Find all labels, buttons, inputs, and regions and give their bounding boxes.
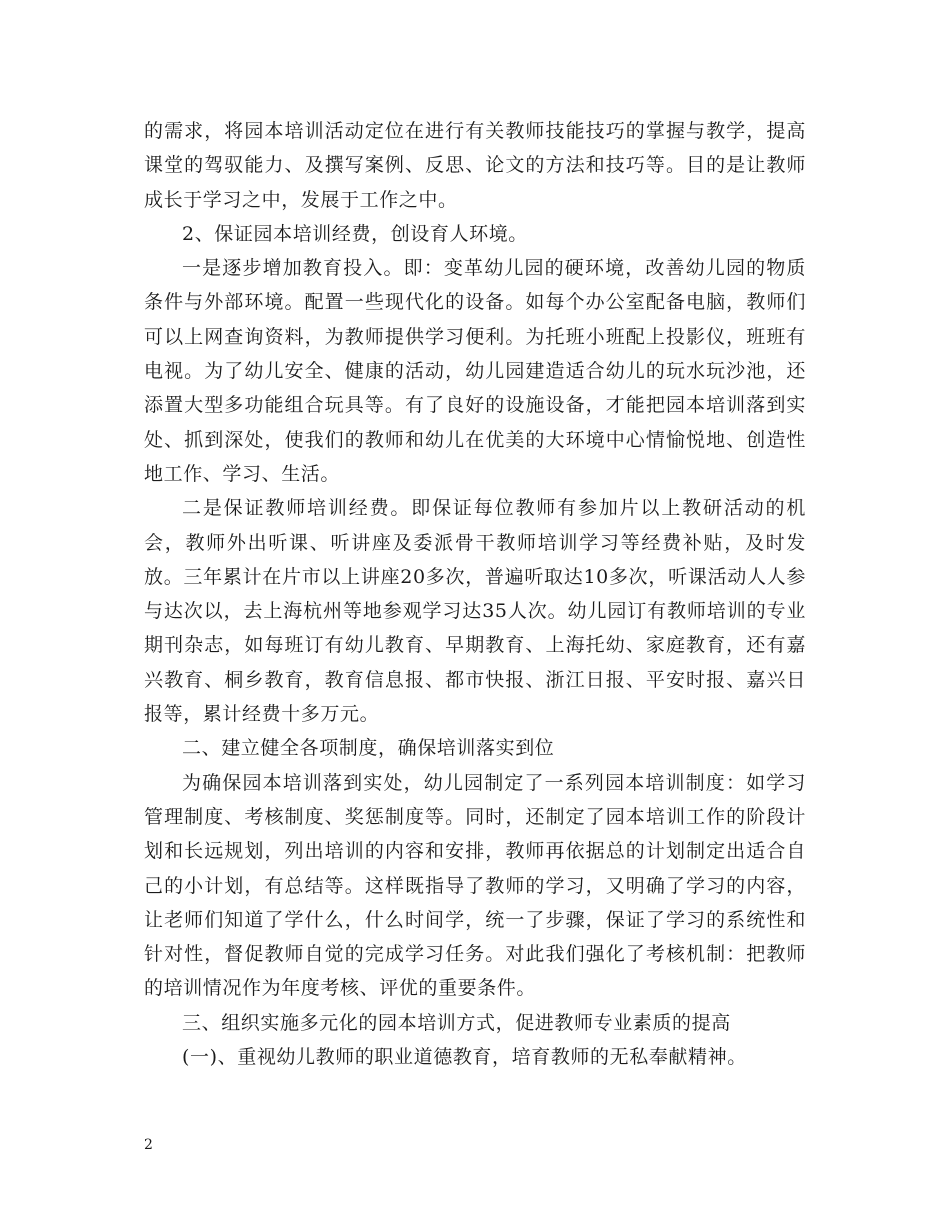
paragraph-heading-funding: 2、保证园本培训经费，创设育人环境。 xyxy=(182,222,528,245)
document-body xyxy=(144,114,806,1074)
section-heading-training-methods: 三、组织实施多元化的园本培训方式，促进教师专业素质的提高 xyxy=(182,1011,731,1034)
subsection-heading-ethics: (一)、重视幼儿教师的职业道德教育，培育教师的无私奉献精神。 xyxy=(182,1046,747,1069)
paragraph-systems: 为确保园本培训落到实处，幼儿园制定了一系列园本培训制度：如学习管理制度、考核制度、奖惩制度等。同时，还制定了园本培训工作的阶段计划和长远规划，列出培训的内容和安排，教师再依据总的计划制定出适合自己的小计划，有总结等。这样既指导了教师的学习，又明确了学习的内容，让老师们知道了学什么，什么时间学，统一了步骤，保证了学习的系统性和针对性，督促教师自觉的完成学习任务。对此我们强化了考核机制：把教师的培训情况作为年度考核、评优的重要条件。 xyxy=(144,771,806,1000)
paragraph-continuation: 的需求，将园本培训活动定位在进行有关教师技能技巧的掌握与教学，提高课堂的驾驭能力、及撰写案例、反思、论文的方法和技巧等。目的是让教师成长于学习之中，发展于工作之中。 xyxy=(144,120,806,211)
page-number: 2 xyxy=(144,1137,153,1153)
paragraph-investment: 一是逐步增加教育投入。即：变革幼儿园的硬环境，改善幼儿园的物质条件与外部环境。配置一些现代化的设备。如每个办公室配备电脑，教师们可以上网查询资料，为教师提供学习便利。为托班小班配上投影仪，班班有电视。为了幼儿安全、健康的活动，幼儿园建造适合幼儿的玩水玩沙池，还添置大型多功能组合玩具等。有了良好的设施设备，才能把园本培训落到实处、抓到深处，使我们的教师和幼儿在优美的大环境中心情愉悦地、创造性地工作、学习、生活。 xyxy=(144,257,806,485)
section-heading-systems: 二、建立健全各项制度，确保培训落实到位 xyxy=(182,737,555,760)
paragraph-training-funds: 二是保证教师培训经费。即保证每位教师有参加片以上教研活动的机会，教师外出听课、听讲座及委派骨干教师培训学习等经费补贴，及时发放。三年累计在片市以上讲座20多次，普遍听取达10多次，听课活动人人参与达次以，去上海杭州等地参观学习达35人次。幼儿园订有教师培训的专业期刊杂志，如每班订有幼儿教育、早期教育、上海托幼、家庭教育，还有嘉兴教育、桐乡教育，教育信息报、都市快报、浙江日报、平安时报、嘉兴日报等，累计经费十多万元。 xyxy=(144,497,806,726)
